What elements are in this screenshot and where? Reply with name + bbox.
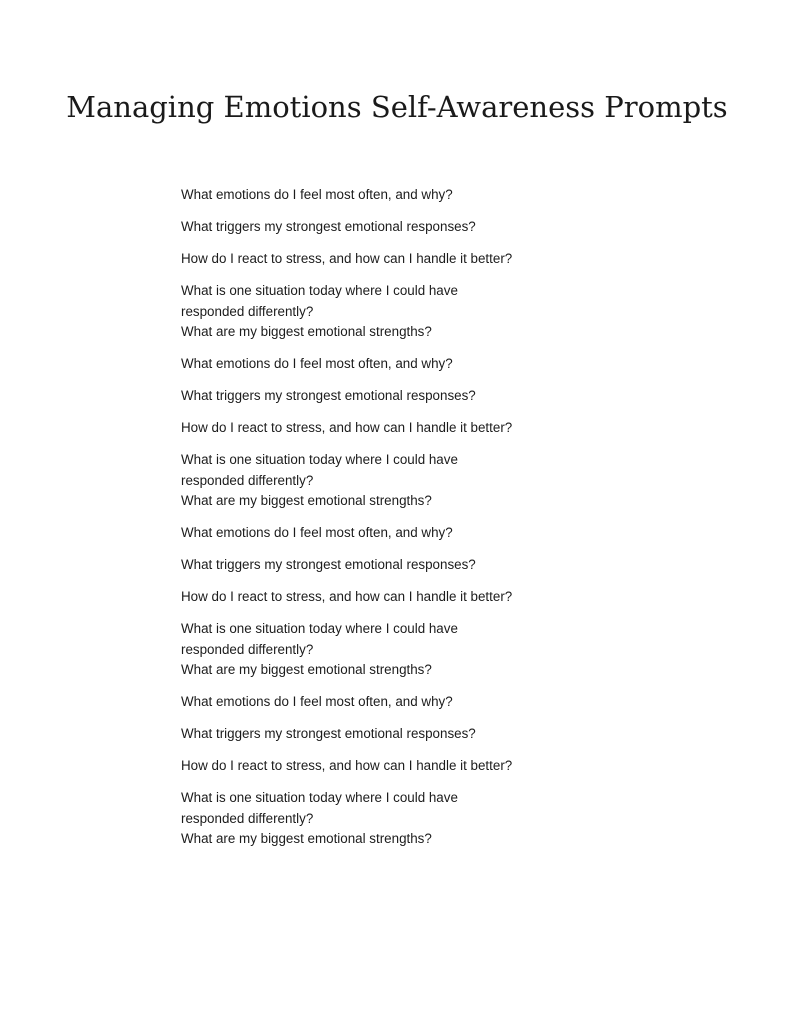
prompt-item: What triggers my strongest emotional responses? xyxy=(181,557,476,572)
prompt-item: What are my biggest emotional strengths? xyxy=(181,493,432,508)
prompt-item: What emotions do I feel most often, and why? xyxy=(181,356,453,371)
prompt-item: How do I react to stress, and how can I handle it better? xyxy=(181,251,513,266)
prompt-item: What triggers my strongest emotional responses? xyxy=(181,219,476,234)
prompt-item: What are my biggest emotional strengths? xyxy=(181,831,432,846)
prompt-item: What is one situation today where I could have responded differently? xyxy=(181,790,458,826)
prompt-group xyxy=(181,185,601,343)
prompt-item: What triggers my strongest emotional responses? xyxy=(181,388,476,403)
prompt-item: What is one situation today where I could have responded differently? xyxy=(181,283,458,319)
prompt-item: What are my biggest emotional strengths? xyxy=(181,324,432,339)
prompt-item: What emotions do I feel most often, and why? xyxy=(181,525,453,540)
prompt-item: What triggers my strongest emotional responses? xyxy=(181,726,476,741)
prompt-list xyxy=(181,185,601,861)
prompt-group xyxy=(181,354,601,512)
prompt-item: What are my biggest emotional strengths? xyxy=(181,662,432,677)
prompt-item: How do I react to stress, and how can I handle it better? xyxy=(181,420,513,435)
prompt-item: What is one situation today where I could have responded differently? xyxy=(181,452,458,488)
prompt-item: How do I react to stress, and how can I handle it better? xyxy=(181,589,513,604)
prompt-group xyxy=(181,692,601,850)
prompt-item: What is one situation today where I could have responded differently? xyxy=(181,621,458,657)
prompt-item: What emotions do I feel most often, and why? xyxy=(181,694,453,709)
page-title: Managing Emotions Self-Awareness Prompts xyxy=(66,90,728,124)
prompt-item: What emotions do I feel most often, and why? xyxy=(181,187,453,202)
prompt-group xyxy=(181,523,601,681)
prompt-item: How do I react to stress, and how can I handle it better? xyxy=(181,758,513,773)
